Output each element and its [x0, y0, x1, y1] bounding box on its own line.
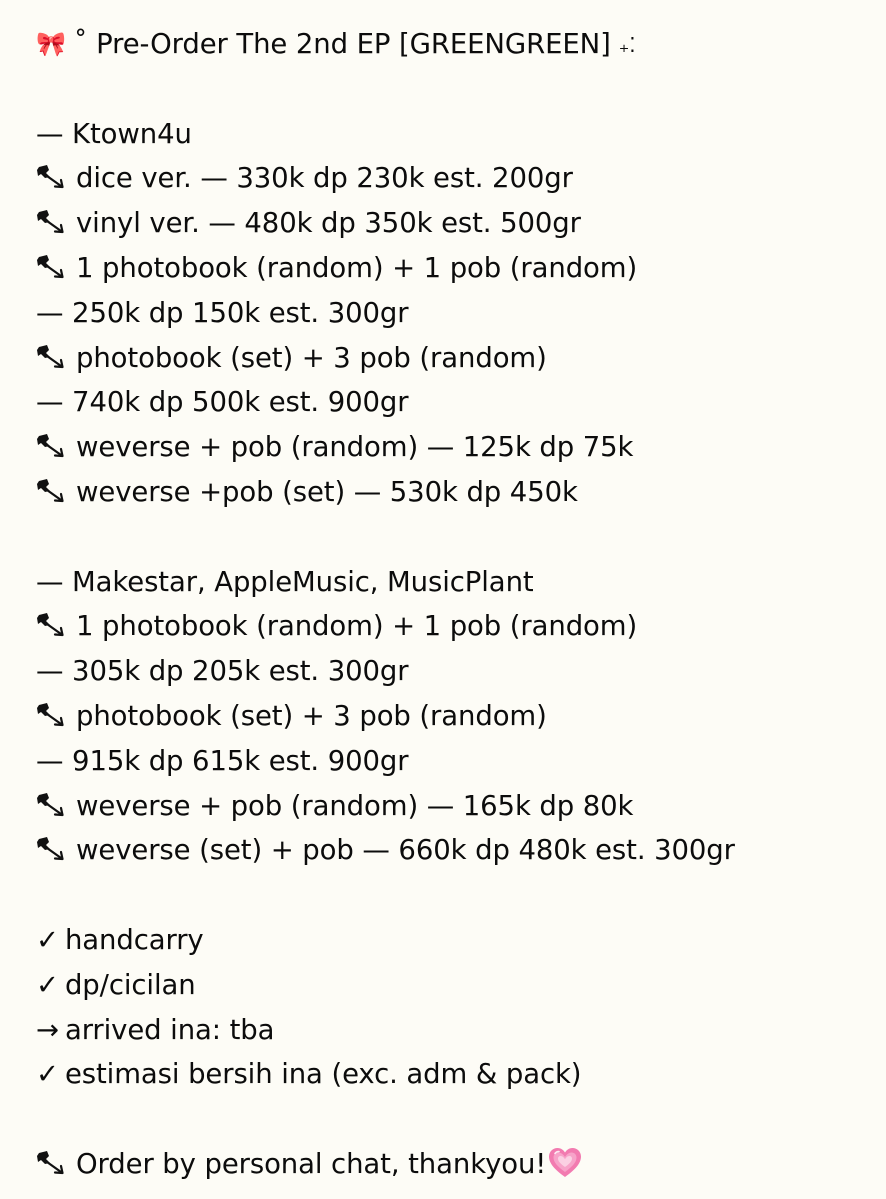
list-item-text: vinyl ver. — 480k dp 350k est. 500gr — [76, 207, 581, 240]
list-item-text: photobook (set) + 3 pob (random) — [76, 341, 547, 374]
section-heading-ktown: — Ktown4u — [36, 117, 192, 150]
info-text: arrived ina: tba — [64, 1013, 275, 1046]
pushpin-arrow-icon — [36, 702, 68, 728]
pushpin-arrow-icon — [36, 1150, 68, 1176]
pushpin-arrow-icon — [36, 254, 68, 280]
price-line: — 915k dp 615k est. 900gr — [36, 744, 409, 777]
list-item — [36, 246, 886, 291]
info-item — [36, 1052, 886, 1097]
list-item-text: 1 photobook (random) + 1 pob (random) — [76, 610, 638, 643]
list-item — [36, 336, 886, 381]
info-item — [36, 963, 886, 1008]
title-text: ˚ Pre-Order The 2nd EP [GREENGREEN] — [73, 28, 611, 60]
info-text: dp/cicilan — [64, 968, 196, 1001]
footer-line — [36, 1142, 886, 1187]
list-item — [36, 828, 886, 873]
pushpin-arrow-icon — [36, 792, 68, 818]
check-icon: ✓ — [36, 923, 59, 956]
spacer — [36, 515, 886, 560]
ribbon-icon: 🎀 — [36, 30, 66, 58]
list-item — [36, 784, 886, 829]
info-item — [36, 1008, 886, 1053]
price-line: — 740k dp 500k est. 900gr — [36, 386, 409, 419]
list-item — [36, 156, 886, 201]
check-icon: ✓ — [36, 968, 59, 1001]
list-item-text: weverse +pob (set) — 530k dp 450k — [76, 475, 578, 508]
info-text: estimasi bersih ina (exc. adm & pack) — [64, 1058, 582, 1091]
pushpin-arrow-icon — [36, 836, 68, 862]
list-item-text: dice ver. — 330k dp 230k est. 200gr — [76, 162, 573, 195]
arrow-right-icon: → — [36, 1013, 59, 1046]
spacer — [36, 873, 886, 918]
list-item-text: weverse + pob (random) — 165k dp 80k — [76, 789, 634, 822]
pushpin-arrow-icon — [36, 344, 68, 370]
pushpin-arrow-icon — [36, 164, 68, 190]
list-item — [36, 425, 886, 470]
list-item — [36, 604, 886, 649]
list-item-text: photobook (set) + 3 pob (random) — [76, 699, 547, 732]
info-item — [36, 918, 886, 963]
pushpin-arrow-icon — [36, 209, 68, 235]
price-line: — 305k dp 205k est. 300gr — [36, 655, 409, 688]
price-line: — 250k dp 150k est. 300gr — [36, 296, 409, 329]
footer-text: Order by personal chat, thankyou! — [76, 1147, 547, 1180]
spacer — [36, 67, 886, 112]
pushpin-arrow-icon — [36, 433, 68, 459]
spacer — [36, 1097, 886, 1142]
pushpin-arrow-icon — [36, 478, 68, 504]
list-item-text: 1 photobook (random) + 1 pob (random) — [76, 251, 638, 284]
info-text: handcarry — [64, 923, 204, 956]
check-icon: ✓ — [36, 1058, 59, 1091]
title-line — [36, 22, 886, 67]
section-heading-makestar: — Makestar, AppleMusic, MusicPlant — [36, 565, 534, 598]
list-item — [36, 694, 886, 739]
pushpin-arrow-icon — [36, 612, 68, 638]
list-item-text: weverse + pob (random) — 125k dp 75k — [76, 431, 634, 464]
sparkle-icon: ₊⁚ — [618, 33, 636, 57]
growing-heart-icon — [548, 1147, 582, 1179]
list-item — [36, 470, 886, 515]
list-item — [36, 201, 886, 246]
list-item-text: weverse (set) + pob — 660k dp 480k est. 300gr — [76, 834, 735, 867]
